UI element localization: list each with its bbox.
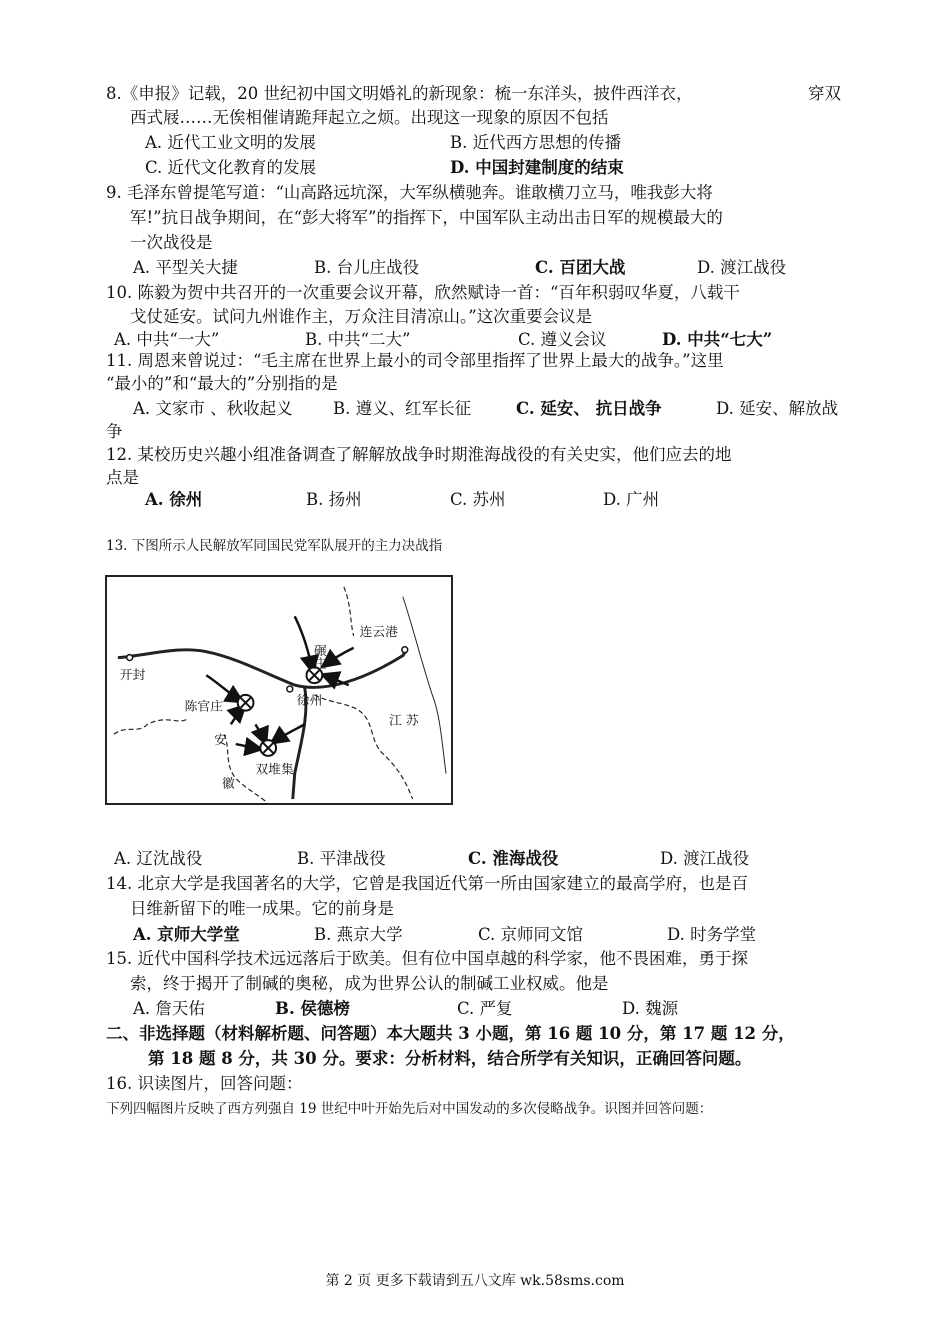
q8-option-d: D. 中国封建制度的结束 bbox=[450, 158, 624, 177]
section2-heading-line2: 第 18 题 8 分，共 30 分。要求：分析材料，结合所学有关知识，正确回答问题。 bbox=[148, 1049, 752, 1068]
q8-line1-tail: 穿双 bbox=[808, 84, 841, 103]
label-chenguanzhuang: 陈官庄 bbox=[184, 699, 223, 715]
q14-option-c: C. 京师同文馆 bbox=[478, 925, 584, 944]
q11-line1: 11. 周恩来曾说过：“毛主席在世界上最小的司令部里指挥了世界上最大的战争。”这里 bbox=[106, 351, 724, 370]
arrow-4 bbox=[206, 675, 240, 701]
q8-line2: 西式屐……无俟相催请跪拜起立之烦。出现这一现象的原因不包括 bbox=[130, 108, 609, 127]
q9-line1: 9. 毛泽东曾提笔写道：“山高路远坑深，大军纵横驰奔。谁敢横刀立马，唯我彭大将 bbox=[106, 183, 713, 202]
page-footer: 第 2 页 更多下载请到五八文库 wk.58sms.com bbox=[325, 1273, 625, 1289]
q8-option-b: B. 近代西方思想的传播 bbox=[450, 133, 622, 152]
q9-option-d: D. 渡江战役 bbox=[697, 258, 787, 277]
q11-option-d: D. 延安、解放战 bbox=[716, 399, 839, 418]
q12-option-d: D. 广州 bbox=[603, 490, 660, 509]
map-svg bbox=[107, 577, 451, 803]
battle-site-chenguanzhuang bbox=[238, 695, 254, 711]
q9-option-c: C. 百团大战 bbox=[535, 258, 626, 277]
q15-option-a: A. 詹天佑 bbox=[133, 999, 205, 1018]
label-xuzhou: 徐州 bbox=[296, 693, 323, 709]
battle-site-shuangduiji bbox=[260, 740, 276, 756]
q10-line1: 10. 陈毅为贺中共召开的一次重要会议开幕，欣然赋诗一首：“百年积弱叹华夏，八载干 bbox=[106, 283, 740, 302]
q16-line2: 下列四幅图片反映了西方列强自 19 世纪中叶开始先后对中国发动的多次侵略战争。识图并回答问题： bbox=[106, 1101, 713, 1117]
q13-line1: 13. 下图所示人民解放军同国民党军队展开的主力决战指 bbox=[106, 538, 443, 554]
q9-line3: 一次战役是 bbox=[130, 233, 213, 252]
city-dot-lianyungang bbox=[402, 647, 408, 653]
q10-option-a: A. 中共“一大” bbox=[114, 330, 220, 349]
q9-line2: 军!”抗日战争期间，在“彭大将军”的指挥下，中国军队主动出击日军的规模最大的 bbox=[130, 208, 723, 227]
q8-option-c: C. 近代文化教育的发展 bbox=[145, 158, 317, 177]
border-line-3 bbox=[314, 695, 412, 799]
q15-line2: 索，终于揭开了制碱的奥秘，成为世界公认的制碱工业权威。他是 bbox=[130, 974, 609, 993]
q10-line2: 戈仗延安。试问九州谁作主，万众注目清凉山。”这次重要会议是 bbox=[130, 307, 593, 326]
q9-option-b: B. 台儿庄战役 bbox=[314, 258, 420, 277]
label-nianzhuang: 碾庄 bbox=[310, 643, 326, 670]
q14-line2: 日维新留下的唯一成果。它的前身是 bbox=[130, 899, 394, 918]
q14-option-a: A. 京师大学堂 bbox=[133, 925, 240, 944]
label-jiangsu: 江 苏 bbox=[389, 713, 419, 729]
q11-option-b: B. 遵义、红军长征 bbox=[333, 399, 472, 418]
q14-option-b: B. 燕京大学 bbox=[314, 925, 403, 944]
q12-line2: 点是 bbox=[106, 468, 139, 487]
q12-option-c: C. 苏州 bbox=[450, 490, 506, 509]
q15-option-d: D. 魏源 bbox=[622, 999, 679, 1018]
railway-line bbox=[118, 650, 407, 688]
q13-option-c: C. 淮海战役 bbox=[468, 849, 559, 868]
border-line bbox=[114, 719, 187, 734]
huaihai-battle-map bbox=[105, 575, 453, 805]
city-dot-kaifeng bbox=[127, 655, 133, 661]
q13-option-d: D. 渡江战役 bbox=[660, 849, 750, 868]
q11-option-c: C. 延安、 抗日战争 bbox=[516, 399, 662, 418]
border-line-4 bbox=[344, 587, 354, 636]
q8-line1: 8.《申报》记载，20 世纪初中国文明婚礼的新现象：梳一东洋头，披件西洋衣， bbox=[106, 84, 693, 103]
q11-line2: “最小的”和“最大的”分别指的是 bbox=[106, 374, 338, 393]
battle-site-nianzhuang bbox=[307, 667, 323, 683]
q11-option-d-wrap: 争 bbox=[106, 422, 123, 441]
coastline bbox=[403, 597, 446, 774]
q8-option-a: A. 近代工业文明的发展 bbox=[145, 133, 316, 152]
arrow-8 bbox=[236, 744, 260, 749]
label-hui: 徽 bbox=[222, 776, 235, 792]
section2-heading-line1: 二、非选择题（材料解析题、问答题）本大题共 3 小题，第 16 题 10 分，第 17 题 12 分， bbox=[106, 1024, 795, 1043]
q16-line1: 16. 识读图片，回答问题： bbox=[106, 1074, 303, 1093]
q12-option-a: A. 徐州 bbox=[145, 490, 203, 509]
q15-line1: 15. 近代中国科学技术远远落后于欧美。但有位中国卓越的科学家，他不畏困难，勇于探 bbox=[106, 949, 748, 968]
label-kaifeng: 开封 bbox=[119, 668, 146, 684]
q13-option-b: B. 平津战役 bbox=[297, 849, 386, 868]
label-lianyungang: 连云港 bbox=[359, 624, 398, 640]
label-shuangduiji: 双堆集 bbox=[255, 762, 294, 778]
arrow-7 bbox=[255, 724, 265, 742]
q13-option-a: A. 辽沈战役 bbox=[114, 849, 203, 868]
city-dot-xuzhou bbox=[287, 686, 293, 692]
q12-option-b: B. 扬州 bbox=[306, 490, 362, 509]
q10-option-d: D. 中共“七大” bbox=[662, 330, 773, 349]
q15-option-c: C. 严复 bbox=[457, 999, 513, 1018]
arrow-6 bbox=[273, 724, 304, 742]
q14-option-d: D. 时务学堂 bbox=[667, 925, 757, 944]
q11-option-a: A. 文家市 、秋收起义 bbox=[133, 399, 293, 418]
arrow-1 bbox=[295, 616, 313, 670]
arrow-2 bbox=[324, 648, 353, 666]
label-an: 安 bbox=[214, 733, 227, 749]
q14-line1: 14. 北京大学是我国著名的大学，它曾是我国近代第一所由国家建立的最高学府，也是百 bbox=[106, 874, 748, 893]
q10-option-b: B. 中共“二大” bbox=[305, 330, 411, 349]
q12-line1: 12. 某校历史兴趣小组准备调查了解解放战争时期淮海战役的有关史实，他们应去的地 bbox=[106, 445, 732, 464]
q15-option-b: B. 侯德榜 bbox=[275, 999, 350, 1018]
q9-option-a: A. 平型关大捷 bbox=[133, 258, 238, 277]
q10-option-c: C. 遵义会议 bbox=[518, 330, 607, 349]
